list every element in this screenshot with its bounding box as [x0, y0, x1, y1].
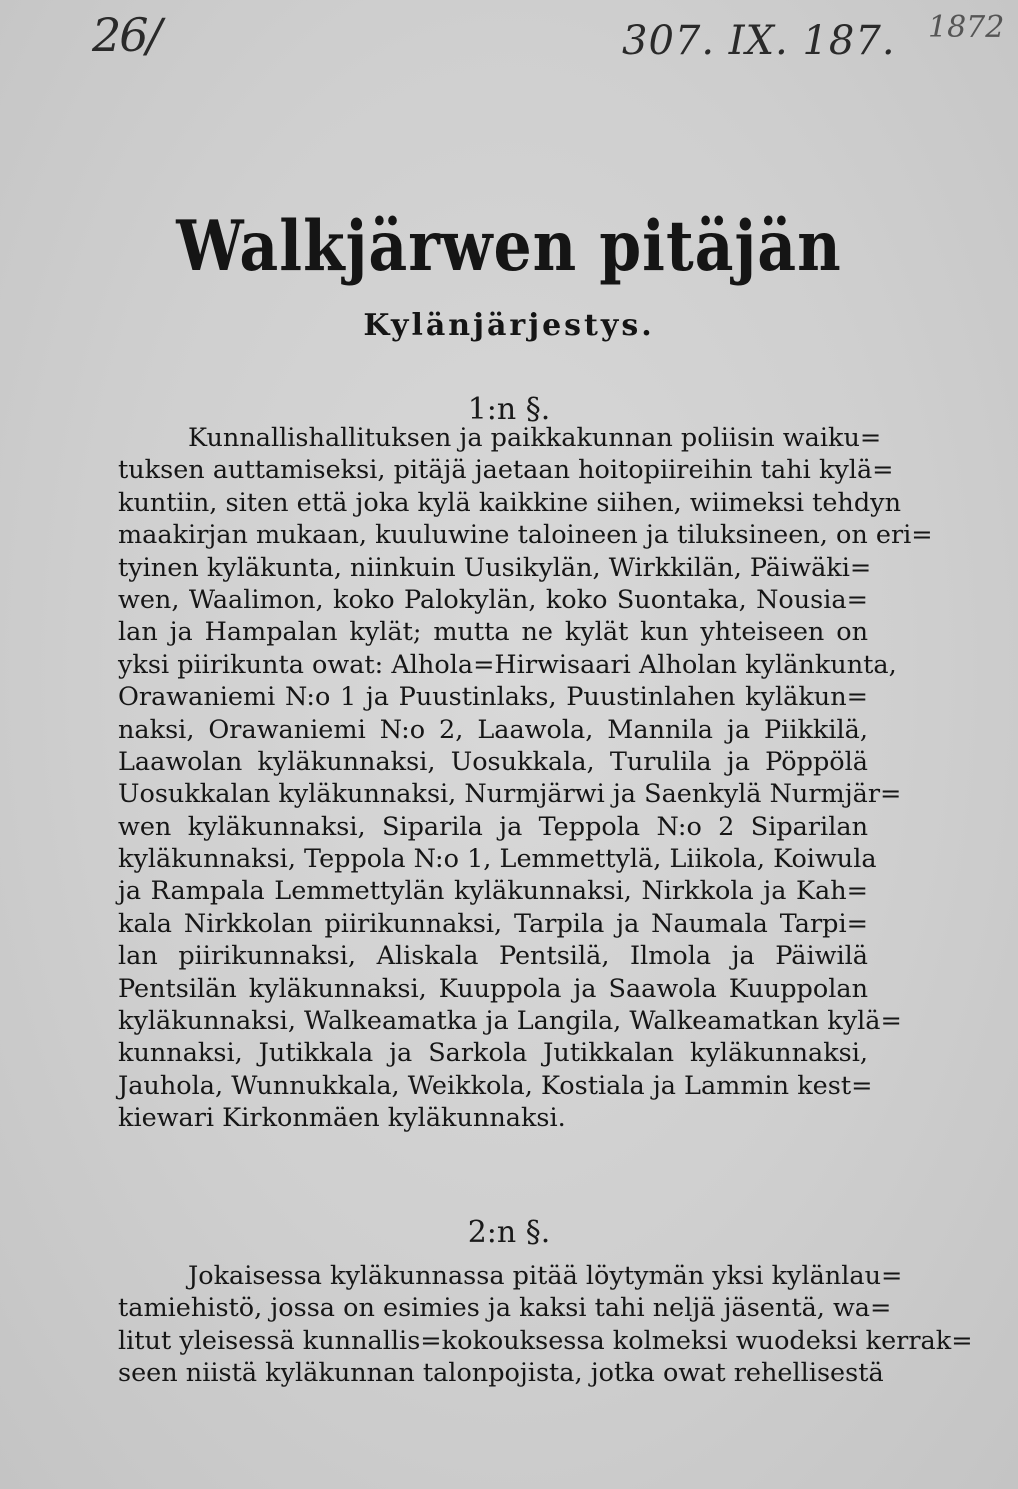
text-line: kunnaksi, Jutikkala ja Sarkola Jutikkalan kyläkunnaksi, — [118, 1038, 868, 1069]
text-line: Jokaisessa kyläkunnassa pitää löytymän yksi kylänlau= — [188, 1261, 903, 1291]
section-2-paragraph — [118, 1260, 973, 1390]
section-heading-1: 1:n §. — [467, 392, 551, 427]
document-title: Walkjärwen pitäjän — [176, 206, 842, 288]
text-line: seen niistä kyläkunnan talonpojista, jotka owat rehellisestä — [118, 1358, 884, 1389]
text-line: Jauhola, Wunnukkala, Weikkola, Kostiala ja Lammin kest= — [118, 1070, 873, 1101]
text-line: tuksen auttamiseksi, pitäjä jaetaan hoitopiireihin tahi kylä= — [118, 455, 894, 486]
text-line: litut yleisessä kunnallis=kokouksessa kolmeksi wuodeksi kerrak= — [118, 1325, 973, 1356]
text-line: Kunnallishallituksen ja paikkakunnan poliisin waiku= — [188, 423, 882, 453]
text-line: lan piirikunnaksi, Aliskala Pentsilä, Ilmola ja Päiwilä — [118, 941, 868, 972]
text-line: yksi piirikunta owat: Alhola=Hirwisaari Alholan kylänkunta, — [118, 649, 897, 680]
handwritten-number-left: 26/ — [92, 8, 161, 62]
text-line: kyläkunnaksi, Teppola N:o 1, Lemmettylä, Liikola, Koiwula — [118, 844, 877, 875]
document-subtitle: Kylänjärjestys. — [363, 308, 655, 343]
handwritten-year: 1872 — [928, 10, 1005, 45]
text-line: wen, Waalimon, koko Palokylän, koko Suontaka, Nousia= — [118, 584, 868, 615]
section-1-paragraph — [118, 422, 933, 1135]
text-line: tyinen kyläkunta, niinkuin Uusikylän, Wirkkilän, Päiwäki= — [118, 552, 872, 583]
handwritten-catalog-number: 307. IX. 187. — [622, 18, 896, 64]
text-line: Laawolan kyläkunnaksi, Uosukkala, Turulila ja Pöppölä — [118, 746, 868, 777]
text-line: kuntiin, siten että joka kylä kaikkine siihen, wiimeksi tehdyn — [118, 487, 901, 518]
section-heading-2: 2:n §. — [467, 1215, 551, 1250]
text-line: ja Rampala Lemmettylän kyläkunnaksi, Nirkkola ja Kah= — [118, 876, 868, 907]
text-line: kala Nirkkolan piirikunnaksi, Tarpila ja Naumala Tarpi= — [118, 908, 868, 939]
text-line: Pentsilän kyläkunnaksi, Kuuppola ja Saawola Kuuppolan — [118, 973, 868, 1004]
text-line: wen kyläkunnaksi, Siparila ja Teppola N:o 2 Siparilan — [118, 811, 868, 842]
text-line: tamiehistö, jossa on esimies ja kaksi tahi neljä jäsentä, wa= — [118, 1293, 892, 1324]
text-line: naksi, Orawaniemi N:o 2, Laawola, Mannila ja Piikkilä, — [118, 714, 868, 745]
text-line: lan ja Hampalan kylät; mutta ne kylät kun yhteiseen on — [118, 617, 868, 648]
text-line: kyläkunnaksi, Walkeamatka ja Langila, Walkeamatkan kylä= — [118, 1006, 902, 1037]
text-line: Uosukkalan kyläkunnaksi, Nurmjärwi ja Saenkylä Nurmjär= — [118, 779, 902, 810]
text-line: maakirjan mukaan, kuuluwine taloineen ja tiluksineen, on eri= — [118, 520, 933, 551]
text-line: kiewari Kirkonmäen kyläkunnaksi. — [118, 1103, 566, 1134]
text-line: Orawaniemi N:o 1 ja Puustinlaks, Puustinlahen kyläkun= — [118, 682, 868, 713]
